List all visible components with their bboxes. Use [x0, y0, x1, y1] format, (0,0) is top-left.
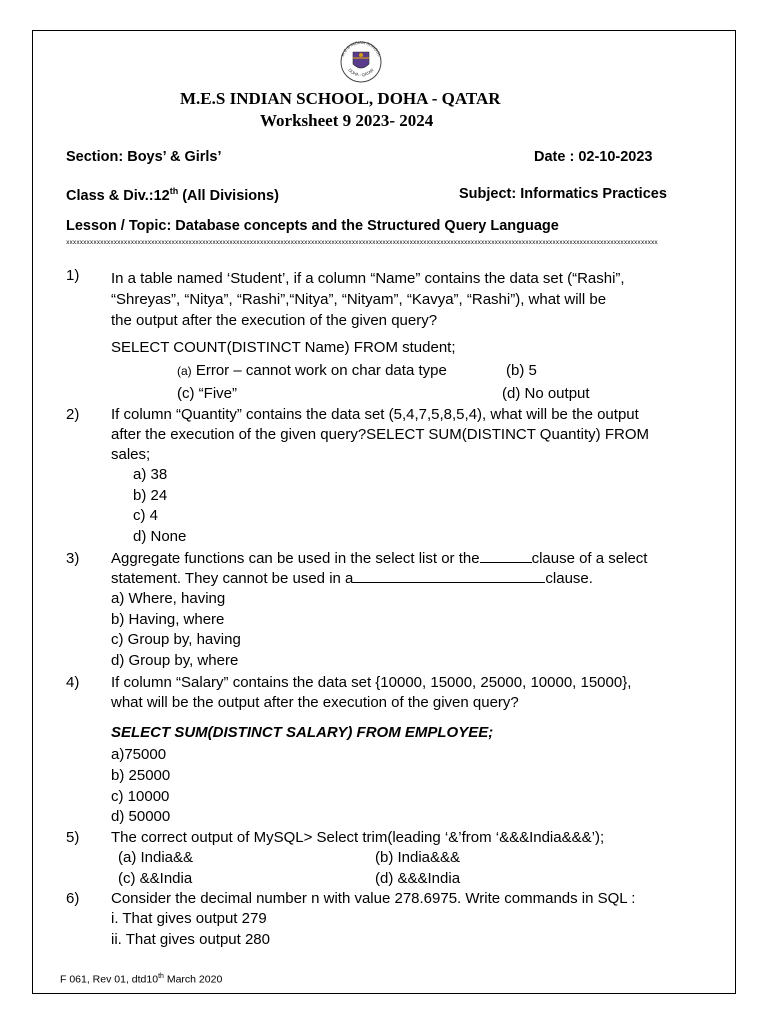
q1-option-b: (b) 5 [506, 362, 537, 379]
q6-line3: ii. That gives output 280 [111, 931, 270, 948]
q2-option-c: c) 4 [133, 507, 159, 524]
q3-option-d: d) Group by, where [111, 652, 239, 669]
q6-line1: Consider the decimal number n with value 278.6975. Write commands in SQL : [111, 890, 636, 907]
q5-number: 5) [66, 829, 80, 846]
q3-blank-1 [480, 562, 532, 563]
q1-number: 1) [66, 267, 80, 284]
q5-option-c: (c) &&India [118, 870, 193, 887]
q5-option-b: (b) India&&& [375, 849, 461, 866]
q4-line1: If column “Salary” contains the data set {10000, 15000, 25000, 10000, 15000}, [111, 674, 632, 691]
svg-text:M.E.S INDIAN SCHOOL: M.E.S INDIAN SCHOOL [339, 39, 383, 58]
q5-line1: The correct output of MySQL> Select trim(leading ‘&’from ‘&&&India&&&’); [111, 829, 605, 846]
q3-line2: statement. They cannot be used in a clause. [111, 570, 593, 587]
q2-line3: sales; [111, 446, 151, 463]
q1-line2: “Shreyas”, “Nitya”, “Rashi”,“Nitya”, “Nityam”, “Kavya”, “Rashi”), what will be [111, 291, 607, 308]
date-label: Date : 02-10-2023 [534, 149, 653, 165]
q4-option-d: d) 50000 [111, 808, 171, 825]
q6-number: 6) [66, 890, 80, 907]
q2-option-b: b) 24 [133, 487, 168, 504]
q4-line2: what will be the output after the execution of the given query? [111, 694, 519, 711]
q6-line2: i. That gives output 279 [111, 910, 267, 927]
q1-line1: In a table named ‘Student’, if a column “Name” contains the data set (“Rashi”, [111, 270, 625, 287]
q2-line1: If column “Quantity” contains the data set (5,4,7,5,8,5,4), what will be the output [111, 406, 639, 423]
subject-label: Subject: Informatics Practices [459, 186, 667, 202]
worksheet-title: Worksheet 9 2023- 2024 [260, 111, 434, 130]
q4-option-a: a)75000 [111, 746, 167, 763]
q3-option-a: a) Where, having [111, 590, 226, 607]
q5-option-d: (d) &&&India [375, 870, 461, 887]
q4-query: SELECT SUM(DISTINCT SALARY) FROM EMPLOYEE; [111, 724, 494, 741]
q1-option-c: (c) “Five” [177, 385, 237, 402]
lesson-topic: Lesson / Topic: Database concepts and the Structured Query Language [66, 218, 559, 234]
q1-option-d: (d) No output [502, 385, 590, 402]
form-reference: F 061, Rev 01, dtd10th March 2020 [60, 973, 223, 986]
section-label: Section: Boys’ & Girls’ [66, 149, 222, 165]
q2-option-d: d) None [133, 528, 187, 545]
q1-line3: the output after the execution of the given query? [111, 312, 438, 329]
school-name: M.E.S INDIAN SCHOOL, DOHA - QATAR [180, 89, 501, 108]
q2-number: 2) [66, 406, 80, 423]
q3-option-b: b) Having, where [111, 611, 225, 628]
q1-query: SELECT COUNT(DISTINCT Name) FROM student; [111, 339, 456, 356]
q4-option-b: b) 25000 [111, 767, 171, 784]
q2-line2: after the execution of the given query?SELECT SUM(DISTINCT Quantity) FROM [111, 426, 649, 443]
q1-option-a: (a) Error – cannot work on char data type [177, 362, 447, 379]
q5-option-a: (a) India&& [118, 849, 194, 866]
q3-blank-2 [353, 582, 545, 583]
q3-line1: Aggregate functions can be used in the select list or the clause of a select [111, 550, 648, 567]
q3-option-c: c) Group by, having [111, 631, 241, 648]
q4-number: 4) [66, 674, 80, 691]
q3-number: 3) [66, 550, 80, 567]
class-label: Class & Div.:12th (All Divisions) [66, 186, 279, 204]
divider-line: xxxxxxxxxxxxxxxxxxxxxxxxxxxxxxxxxxxxxxxxxxxxxxxxxxxxxxxxxxxxxxxxxxxxxxxxxxxxxxxxxxxxxxxxxxxxxxxxxxxxxxxxxxxxxxxxxxxxxxxxxxxxxxxxxxxxxxxxxxxxxxxxxxxxxxxxxxxxxxxxxxxxxxxxxxxxxx [66, 239, 658, 246]
svg-text:DOHA - QATAR: DOHA - QATAR [347, 67, 375, 78]
school-logo [333, 38, 389, 84]
q4-option-c: c) 10000 [111, 788, 170, 805]
q2-option-a: a) 38 [133, 466, 168, 483]
